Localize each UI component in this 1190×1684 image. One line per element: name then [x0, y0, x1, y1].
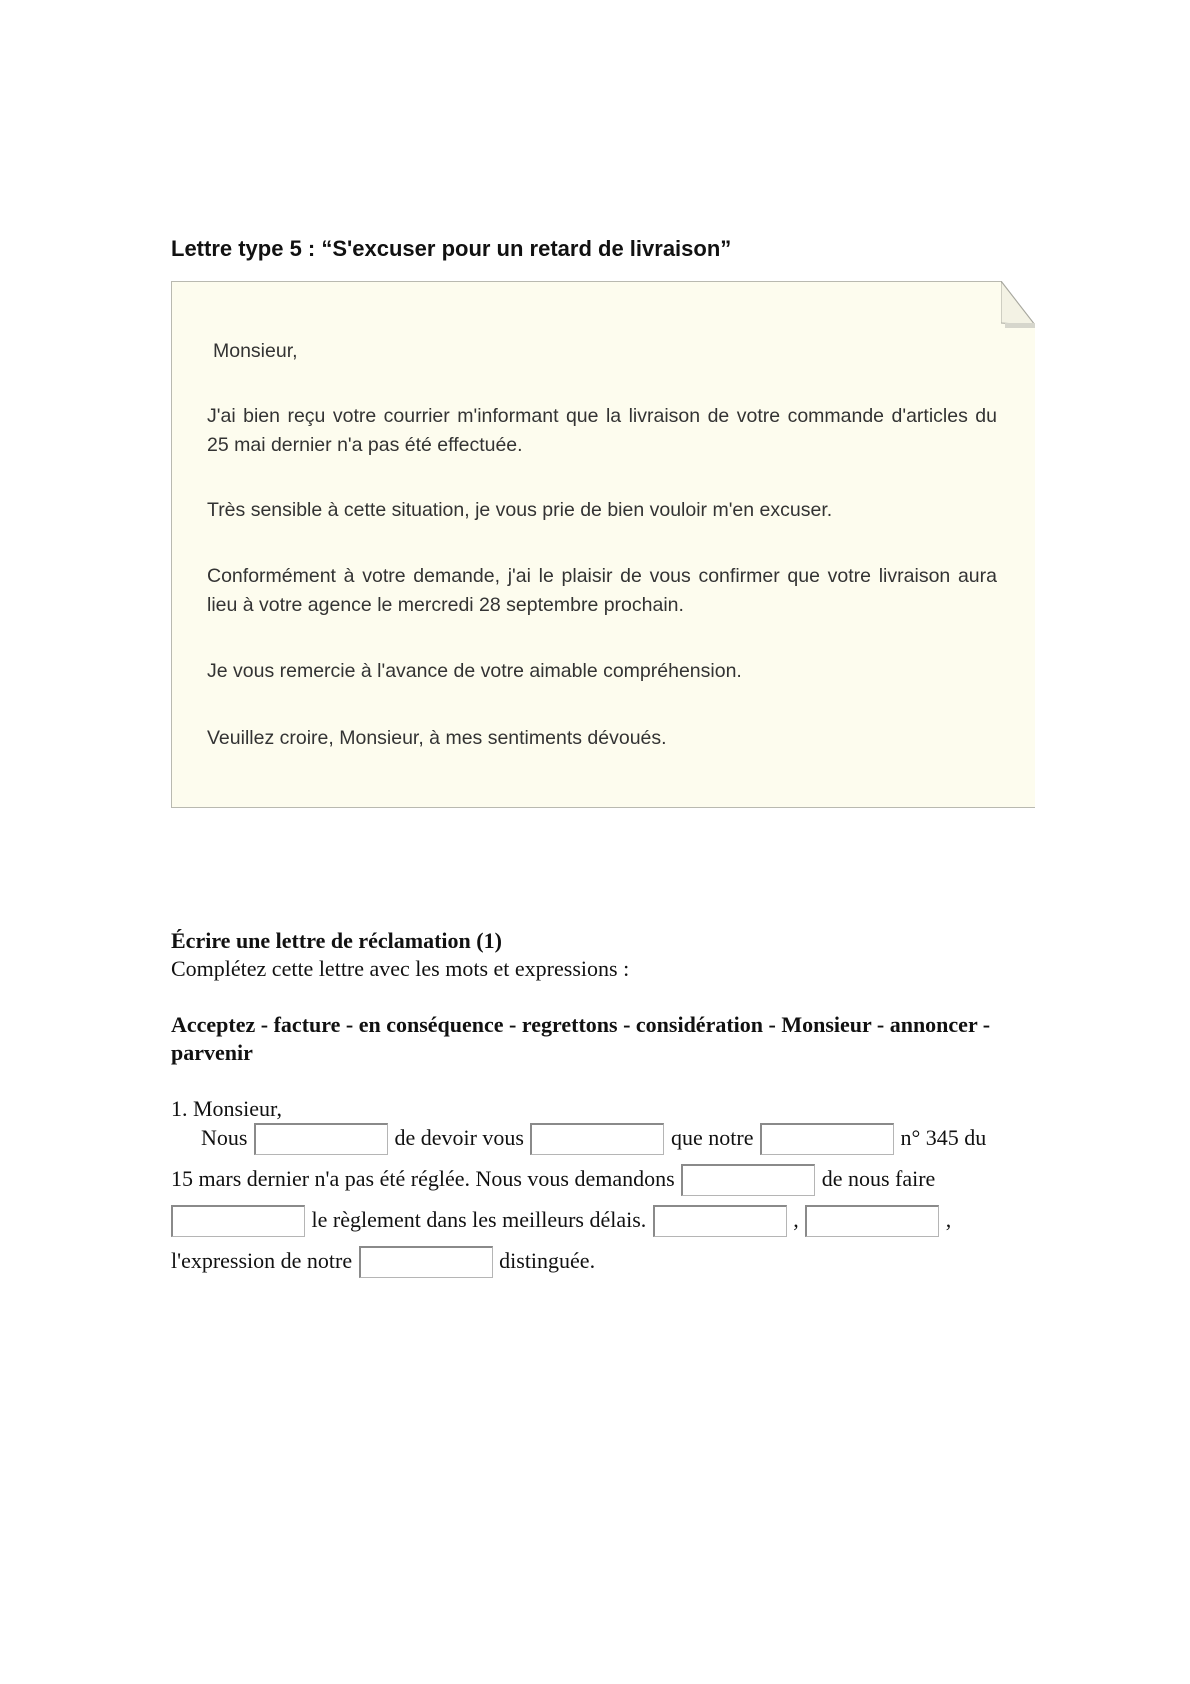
- sample-letter-box: [171, 281, 1035, 808]
- blank-input-4[interactable]: [681, 1164, 815, 1196]
- letter-paragraph-2: Très sensible à cette situation, je vous prie de bien vouloir m'en excuser.: [207, 499, 833, 521]
- exercise-line-1: [201, 1121, 986, 1155]
- exercise-number: 1. Monsieur,: [171, 1096, 282, 1121]
- blank-input-3[interactable]: [760, 1123, 894, 1155]
- blank-input-7[interactable]: [805, 1205, 939, 1237]
- comma: ,: [945, 1207, 952, 1232]
- blank-input-8[interactable]: [359, 1246, 493, 1278]
- letter-type-heading: Lettre type 5 : “S'excuser pour un retard de livraison”: [171, 236, 732, 261]
- exercise-line-4: [171, 1244, 595, 1278]
- exercise-title: Écrire une lettre de réclamation (1): [171, 928, 502, 953]
- exercise-text: de nous faire: [821, 1166, 936, 1191]
- letter-paragraph-1: J'ai bien reçu votre courrier m'informant que la livraison de votre commande d'articles du 25 mai dernier n'a pas été effectuée.: [207, 405, 997, 456]
- exercise-line-2: [171, 1162, 935, 1196]
- exercise-text: distinguée.: [499, 1248, 596, 1273]
- exercise-text: l'expression de notre: [171, 1248, 353, 1273]
- exercise-text: le règlement dans les meilleurs délais.: [311, 1207, 647, 1232]
- exercise-text: n° 345 du: [900, 1125, 987, 1150]
- blank-input-1[interactable]: [254, 1123, 388, 1155]
- exercise-text: que notre: [670, 1125, 754, 1150]
- blank-input-6[interactable]: [653, 1205, 787, 1237]
- word-bank: Acceptez - facture - en conséquence - regrettons - considération - Monsieur - annoncer - parvenir: [171, 1012, 991, 1065]
- comma: ,: [793, 1207, 799, 1232]
- letter-closing: Veuillez croire, Monsieur, à mes sentiments dévoués.: [207, 727, 667, 749]
- letter-paragraph-4: Je vous remercie à l'avance de votre aimable compréhension.: [207, 660, 742, 682]
- exercise-line-3: [171, 1203, 951, 1237]
- page-fold-corner-icon: [1001, 281, 1035, 329]
- blank-input-2[interactable]: [530, 1123, 664, 1155]
- exercise-text: de devoir vous: [394, 1125, 524, 1150]
- exercise-text: 15 mars dernier n'a pas été réglée. Nous vous demandons: [171, 1166, 675, 1191]
- letter-paragraph-3: Conformément à votre demande, j'ai le plaisir de vous confirmer que votre livraison aura lieu à votre agence le mercredi 28 septembre prochain.: [207, 565, 997, 616]
- exercise-instruction: Complétez cette lettre avec les mots et expressions :: [171, 956, 630, 981]
- letter-salutation: Monsieur,: [213, 340, 298, 362]
- blank-input-5[interactable]: [171, 1205, 305, 1237]
- exercise-text: Nous: [201, 1125, 248, 1150]
